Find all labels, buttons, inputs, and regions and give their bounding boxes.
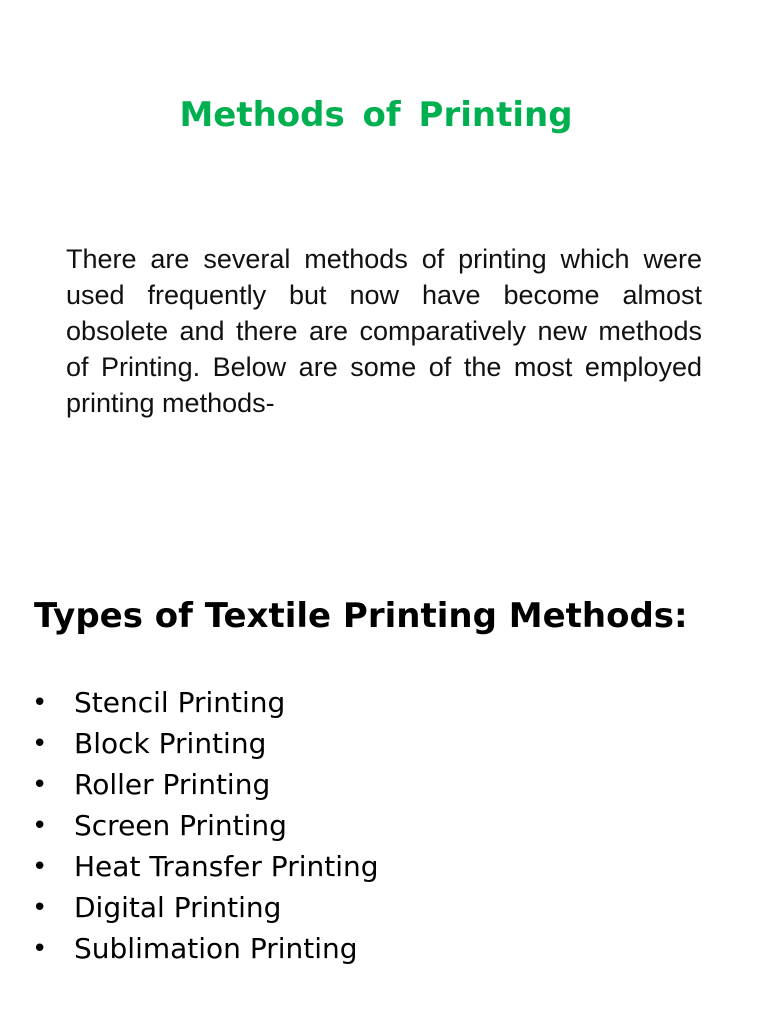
list-item-label: Digital Printing bbox=[74, 891, 282, 924]
list-item-label: Block Printing bbox=[74, 727, 267, 760]
list-item bbox=[30, 846, 730, 887]
bullet-icon: • bbox=[32, 810, 48, 841]
list-item bbox=[30, 764, 730, 805]
bullet-icon: • bbox=[32, 687, 48, 718]
printing-methods-list bbox=[30, 682, 730, 969]
bullet-icon: • bbox=[32, 892, 48, 923]
section-heading: Types of Textile Printing Methods: bbox=[34, 596, 688, 636]
list-item-label: Heat Transfer Printing bbox=[74, 850, 379, 883]
page-title: Methods of Printing bbox=[179, 94, 573, 135]
list-item-label: Sublimation Printing bbox=[74, 932, 358, 965]
list-item-label: Roller Printing bbox=[74, 768, 271, 801]
bullet-icon: • bbox=[32, 728, 48, 759]
list-item bbox=[30, 682, 730, 723]
list-item bbox=[30, 723, 730, 764]
intro-paragraph: There are several methods of printing which were used frequently but now have become almost obsolete and there are comparatively new methods of Printing. Below are some of the most employed printing methods- bbox=[66, 244, 702, 418]
list-item bbox=[30, 887, 730, 928]
bullet-icon: • bbox=[32, 769, 48, 800]
list-item bbox=[30, 805, 730, 846]
list-item-label: Screen Printing bbox=[74, 809, 287, 842]
bullet-icon: • bbox=[32, 851, 48, 882]
list-item bbox=[30, 928, 730, 969]
bullet-icon: • bbox=[32, 933, 48, 964]
list-item-label: Stencil Printing bbox=[74, 686, 286, 719]
